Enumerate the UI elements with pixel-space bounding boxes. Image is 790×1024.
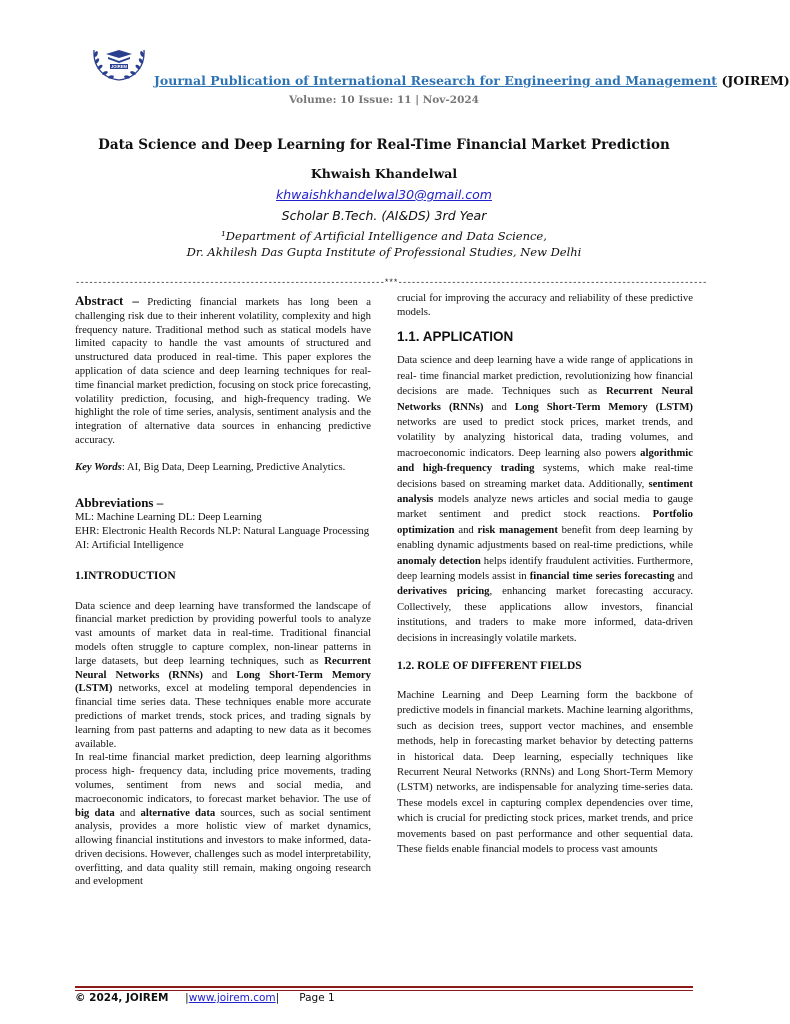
footer-page-number: Page 1 [299,992,335,1004]
journal-logo [88,24,150,86]
section-separator: ---------------------------------------------------------------------***--------------------------------------------------------------------- [75,278,707,288]
keywords [75,461,371,475]
footer-copyright: © 2024, JOIREM [75,992,169,1004]
footer-url-link[interactable]: www.joirem.com [188,992,276,1004]
footer-rule [75,986,693,988]
continued-text: crucial for improving the accuracy and reliability of these predictive models. [397,292,693,318]
author-affiliation [0,228,768,260]
role-paragraph: Machine Learning and Deep Learning form the backbone of predictive models in financial markets. Machine learning algorithms, such as decision trees, support vector machines, and ensemble methods, help in forecasting market behavior by detecting patterns in historical data. Deep learning, especially techniques like Recurrent Neural Networks (RNNs) and Long Short-Term Memory (LSTM) networks, are indispensable for analyzing time-series data. These models excel in capturing complex dependencies over time, which is crucial for predicting stock prices, market trends, and price movements based on past performance and other sequential data. These fields enable financial models to process vast amounts [397,688,693,855]
author-email-link[interactable]: khwaishkhandelwal30@gmail.com [276,187,492,202]
keywords-text: : AI, Big Data, Deep Learning, Predictive Analytics. [121,460,346,473]
keywords-label: Key Words [75,460,122,473]
intro-paragraph-1: Data science and deep learning have transformed the landscape of financial market prediction by providing powerful tools to analyze vast amounts of market data in real-time. Traditional financial models often struggle to capture complex, non-linear patterns in large datasets, but deep learning techniques, such as Recurrent Neural Networks (RNNs) and Long Short-Term Memory (LSTM) networks, excel at modeling temporal dependencies in financial time series data. These techniques enable more accurate predictions of market trends, stock prices, and trading signals by learning from past patterns and adapting to new data as it becomes available. [75,599,372,750]
abbreviation-line: EHR: Electronic Health Records NLP: Natural Language Processing [75,525,370,538]
abbreviation-line: AI: Artificial Intelligence [75,538,184,551]
volume-issue: Volume: 10 Issue: 11 | Nov-2024 [288,94,479,106]
author-designation: Scholar B.Tech. (AI&DS) 3rd Year [281,208,487,223]
svg-text:JOIREM: JOIREM [110,64,128,70]
left-column [75,294,371,889]
application-heading: 1.1. APPLICATION [397,328,514,344]
role-heading: 1.2. ROLE OF DIFFERENT FIELDS [397,660,582,673]
footer-rule-thin [75,990,693,991]
paper-title: Data Science and Deep Learning for Real-Time Financial Market Prediction [98,137,670,153]
affiliation-line-1: ¹Department of Artificial Intelligence and Data Science, [221,229,547,243]
author-name: Khwaish Khandelwal [310,166,458,181]
intro-paragraph-2: In real-time financial market prediction, deep learning algorithms process high- frequency data, including price movements, trading volumes, sentiment from news and social media, and macroeconomic indicators, to forecast market behavior. The use of big data and alternative data sources, such as social sentiment analysis, provides a more holistic view of market dynamics, allowing financial institutions and investors to make informed, data-driven decisions. However, challenges such as model interpretability, overfitting, and data quality still remain, making ongoing research and evelopment [75,751,372,888]
journal-abbr: (JOIREM) [721,73,790,88]
journal-name-link[interactable]: Journal Publication of International Research for Engineering and Management [154,73,718,88]
abbreviations-heading: Abbreviations – [75,494,164,510]
footer: © 2024, JOIREM |www.joirem.com| Page 1 [75,992,335,1004]
abstract [75,294,371,448]
affiliation-line-2: Dr. Akhilesh Das Gupta Institute of Professional Studies, New Delhi [186,245,582,259]
abbreviation-line: ML: Machine Learning DL: Deep Learning [75,511,262,524]
application-paragraph: Data science and deep learning have a wide range of applications in real- time financial market prediction, revolutionizing how financial decisions are made. Techniques such as Recurrent Neural Networks (RNNs) and Long Short-Term Memory (LSTM) networks are used to predict stock prices, market trends, and volatility by analyzing historical data, trading volumes, and macroeconomic indicators. Deep learning also powers algorithmic and high-frequency trading systems, which make real-time decisions based on streaming market data. Additionally, sentiment analysis models analyze news articles and social media to gauge market sentiment and predict stock reactions. Portfolio optimization and risk management benefit from deep learning by enabling dynamic adjustments based on real-time predictions, while anomaly detection helps identify fraudulent activities. Furthermore, deep learning models assist in financial time series forecasting and derivatives pricing, enhancing market forecasting accuracy. Collectively, these applications allow investors, financial institutions, and traders to make more informed, data-driven decisions in increasingly volatile markets. [397,354,694,644]
journal-header [154,73,790,88]
abstract-label: Abstract – [75,293,139,308]
abstract-text: Predicting financial markets has long been a challenging risk due to their inherent volatility, complexity and high frequency nature. Traditional method such as statical models have limited capacity to handle the vast amounts of structured and unstructured data produced in real-time. This paper explores the application of data science and deep learning techniques for real-time financial market prediction, focusing on stock price forecasting, volatility prediction, focusing, and high-frequency trading. We highlight the role of time series, analysis, sentiment analysis and the integration of alternative data sources in enhancing predictive accuracy. [75,296,371,446]
introduction-heading: 1.INTRODUCTION [75,569,176,582]
right-column [397,292,693,857]
